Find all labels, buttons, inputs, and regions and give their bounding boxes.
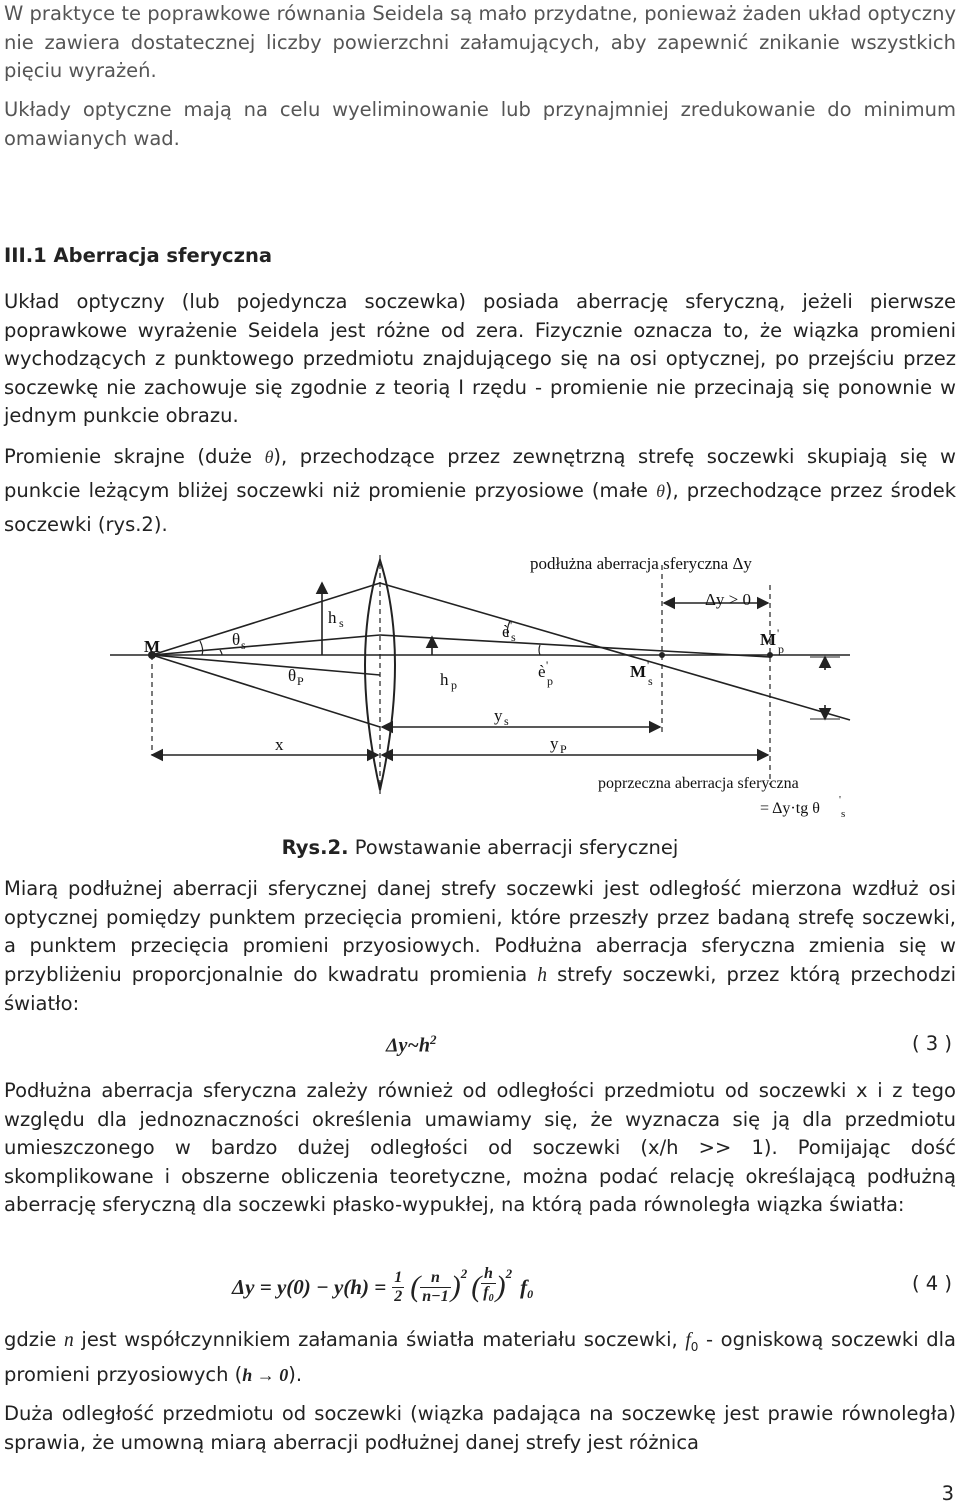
svg-text:': ' — [546, 658, 549, 672]
paragraph-4: Podłużna aberracja sferyczna zależy również od odległości przedmiotu od soczewki x i z tego względu dla jednoznaczności określenia umawiamy się, że wyznacza się ją dla przedmiotu umieszczonego w bardzo dużej odległości od soczewki (x/h >> 1). Pomijając dość skomplikowane i obszerne obliczenia teoretyczne, można podać relację określającą podłużną aberrację sferyczną dla soczewki płasko-wypukłej, na którą pada równoległa wiązka światła: — [4, 1079, 956, 1216]
equation-4-number: ( 4 ) — [911, 1272, 952, 1295]
svg-text:': ' — [777, 626, 780, 640]
label-yp: y — [550, 734, 559, 753]
point-Mp — [767, 652, 773, 658]
label-theta-s: θ — [232, 630, 241, 649]
figure-caption — [0, 836, 960, 859]
label-ys: y — [494, 706, 503, 725]
label-x: x — [275, 735, 284, 754]
svg-text:s: s — [841, 808, 846, 820]
svg-text:s: s — [511, 630, 516, 644]
label-dy: Δy > 0 — [705, 590, 752, 609]
svg-text:s: s — [504, 714, 509, 728]
svg-text:p: p — [451, 678, 457, 692]
svg-text:': ' — [839, 794, 841, 806]
svg-text:P: P — [297, 674, 304, 688]
label-ep: è — [538, 662, 546, 681]
label-longitudinal: podłużna aberracja sferyczna Δy — [530, 554, 752, 573]
svg-text:s: s — [241, 638, 246, 652]
intro-paragraph-2: Układy optyczne mają na celu wyeliminowanie lub przynajmniej zredukowanie do minimum omawianych wad. — [4, 98, 956, 150]
caption-label: Rys.2. — [281, 836, 349, 859]
section-paragraph-2 — [4, 440, 956, 541]
page-number: 3 — [941, 1482, 954, 1505]
para2-part-c: ), przechodzące przez środek soczewki (rys.2). — [4, 479, 957, 536]
paragraph-6: Duża odległość przedmiotu od soczewki (wiązka padająca na soczewkę jest prawie równoległa) sprawia, że umowną miarą aberracji podłużnej danej strefy jest różnica — [4, 1402, 956, 1454]
label-Mp: M — [760, 630, 777, 649]
limit-expression: h → 0 — [242, 1365, 289, 1386]
section-heading: III.1 Aberracja sferyczna — [4, 244, 272, 267]
symbol-f0: f — [685, 1330, 691, 1351]
label-Ms: M — [630, 662, 647, 681]
label-hp: h — [440, 670, 449, 689]
svg-text:s: s — [648, 674, 653, 688]
label-hs: h — [328, 608, 337, 627]
paragraph-3: Miarą podłużnej aberracji sferycznej danej strefy soczewki jest odległość mierzona wzdłuż osi optycznej pomiędzy punktem przecięcia promieni, które przeszły przez badaną strefę soczewki, a punktem przecięcia promieni przyosiowych. Podłużna aberracja sferyczna zmienia się w przybliżeniu proporcjonalnie do kwadratu promienia h strefy soczewki, przez którą przechodzi światło: — [4, 877, 956, 1015]
svg-text:': ' — [647, 658, 650, 672]
label-transverse-formula: = Δy·tg θ — [760, 800, 820, 817]
spherical-aberration-diagram — [110, 545, 855, 825]
section-paragraph-1: Układ optyczny (lub pojedyncza soczewka) posiada aberrację sferyczną, jeżeli pierwsze poprawkowe wyrażenie Seidela jest różne od zera. Fizycznie oznacza to, że wiązka promieni wychodzących z punktowego przedmiotu znajdującego się na osi optycznej, po przejściu przez soczewkę nie zachowuje się zgodnie z teorią I rzędu - promienie nie przecinają się ponownie w jednym punkcie obrazu. — [4, 290, 956, 427]
para2-part-b: ), przechodzące przez zewnętrzną strefę soczewki skupiają się w punkcie leżącym bliżej soczewki niż promienie przyosiowe (małe — [4, 445, 956, 502]
para2-part-a: Promienie skrajne (duże — [4, 445, 265, 468]
equation-3: $\Delta y\sim h^2$ — [386, 1032, 437, 1057]
svg-text:': ' — [510, 618, 513, 632]
paraxial-ray-upper-out — [380, 635, 770, 657]
symbol-h: h — [537, 964, 548, 986]
theta-symbol: θ — [656, 481, 665, 501]
equation-4: Δy = y(0) − y(h) = $\frac{1}{2}$ ( n n−1 ) $^2$ ( h $f_0$ ) $^2$ f $_0$ — [232, 1262, 533, 1312]
svg-text:s: s — [339, 616, 344, 630]
label-transverse: poprzeczna aberracja sferyczna — [598, 775, 799, 792]
svg-text:P: P — [560, 742, 567, 756]
svg-text:p: p — [778, 642, 784, 656]
symbol-n: n — [64, 1330, 74, 1351]
paragraph-5: gdzie n jest współczynnikiem załamania światła materiału soczewki, $f_0$ - ogniskową soczewki dla promieni przyosiowych (h → 0). — [4, 1328, 957, 1387]
label-theta-p: θ — [288, 666, 297, 685]
caption-text: Powstawanie aberracji sferycznej — [348, 836, 679, 859]
point-Ms — [659, 652, 665, 658]
theta-symbol: θ — [264, 447, 274, 467]
svg-text:p: p — [547, 674, 553, 688]
equation-3-number: ( 3 ) — [911, 1032, 952, 1055]
intro-paragraph-1: W praktyce te poprawkowe równania Seidela są mało przydatne, ponieważ żaden układ optyczny nie zawiera dostatecznej liczby powierzchni załamujących, aby zapewnić znikanie wszystkich pięciu wyrażeń. — [4, 2, 956, 82]
label-M: M — [144, 637, 161, 656]
label-es: è — [502, 622, 510, 641]
